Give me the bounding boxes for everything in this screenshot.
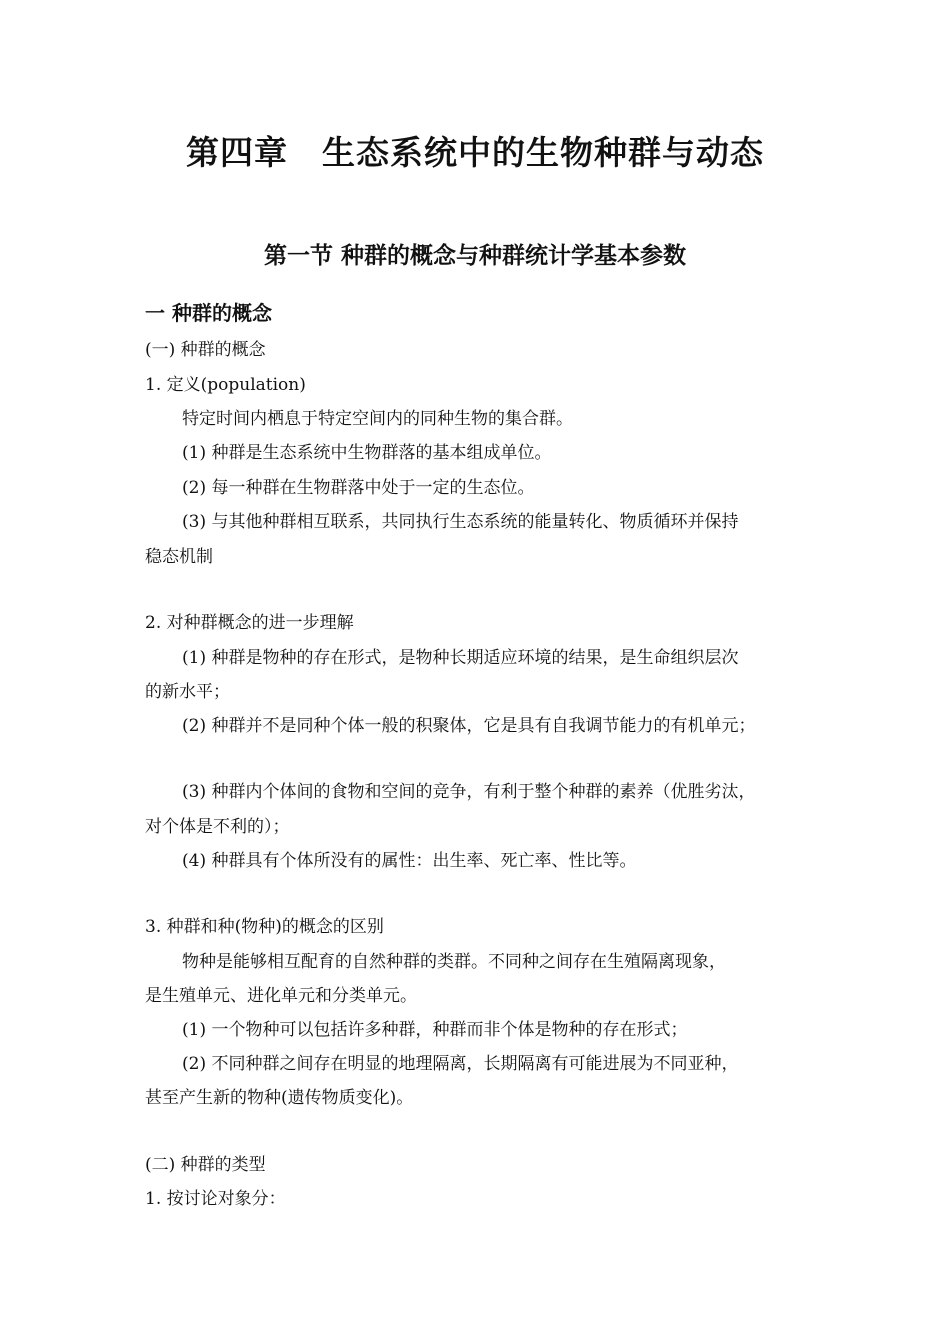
paragraph: (1) 一个物种可以包括许多种群，种群而非个体是物种的存在形式； <box>182 1020 688 1040</box>
chapter-title: 第四章 生态系统中的生物种群与动态 <box>186 133 764 172</box>
paragraph-continuation: 稳态机制 <box>145 547 213 567</box>
paragraph: (2) 每一种群在生物群落中处于一定的生态位。 <box>182 478 535 498</box>
item-difference-title: 3. 种群和种(物种)的概念的区别 <box>145 917 384 937</box>
item-by-object-title: 1. 按讨论对象分： <box>145 1189 286 1209</box>
paragraph: (4) 种群具有个体所没有的属性：出生率、死亡率、性比等。 <box>182 851 637 871</box>
definition-text: 特定时间内栖息于特定空间内的同种生物的集合群。 <box>182 409 573 429</box>
paragraph-continuation: 甚至产生新的物种(遗传物质变化)。 <box>145 1088 414 1108</box>
heading-concept: 一 种群的概念 <box>145 301 272 325</box>
paragraph: (2) 种群并不是同种个体一般的积聚体，它是具有自我调节能力的有机单元； <box>182 716 756 736</box>
paragraph: (3) 种群内个体间的食物和空间的竞争，有利于整个种群的素养（优胜劣汰， <box>182 782 756 802</box>
subheading-concept: (一) 种群的概念 <box>145 340 266 360</box>
item-understanding-title: 2. 对种群概念的进一步理解 <box>145 613 354 633</box>
paragraph-continuation: 是生殖单元、进化单元和分类单元。 <box>145 986 417 1006</box>
paragraph-continuation: 对个体是不利的）； <box>145 817 290 837</box>
paragraph: (3) 与其他种群相互联系，共同执行生态系统的能量转化、物质循环并保持 <box>182 512 739 532</box>
paragraph: (1) 种群是生态系统中生物群落的基本组成单位。 <box>182 443 552 463</box>
paragraph: (1) 种群是物种的存在形式，是物种长期适应环境的结果，是生命组织层次 <box>182 648 739 668</box>
section-title: 第一节 种群的概念与种群统计学基本参数 <box>263 243 686 269</box>
paragraph: (2) 不同种群之间存在明显的地理隔离，长期隔离有可能进展为不同亚种， <box>182 1054 739 1074</box>
subheading-types: (二) 种群的类型 <box>145 1155 266 1175</box>
paragraph: 物种是能够相互配育的自然种群的类群。不同种之间存在生殖隔离现象， <box>182 952 726 972</box>
paragraph-continuation: 的新水平； <box>145 682 230 702</box>
item-definition-title: 1. 定义(population) <box>145 375 306 395</box>
